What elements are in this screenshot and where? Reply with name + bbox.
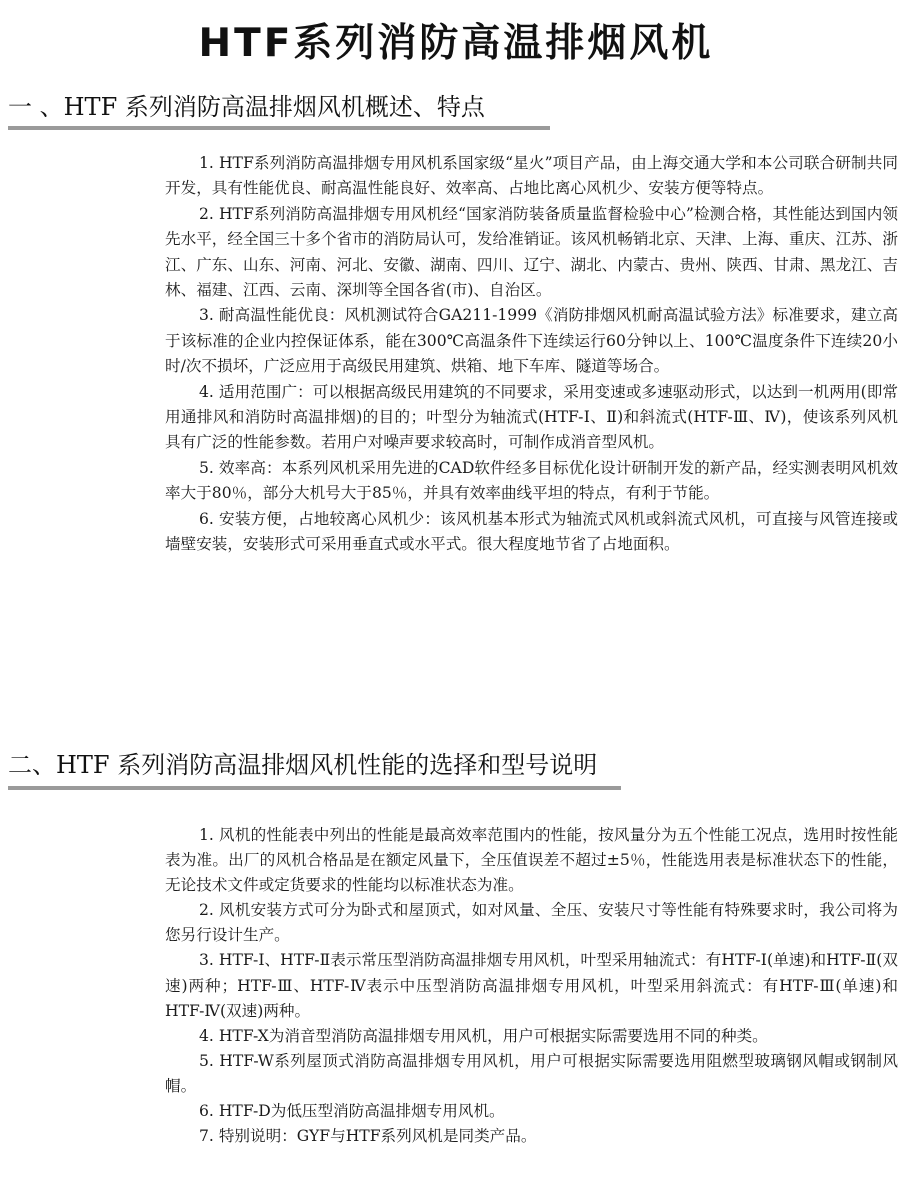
section-heading-overview: 一 、HTF 系列消防高温排烟风机概述、特点 — [8, 93, 485, 121]
paragraph: 5. HTF-W系列屋顶式消防高温排烟专用风机，用户可根据实际需要选用阻燃型玻璃钢风帽或钢制风帽。 — [165, 1051, 898, 1095]
section-heading-selection: 二、HTF 系列消防高温排烟风机性能的选择和型号说明 — [8, 751, 598, 779]
paragraph: 6. HTF-D为低压型消防高温排烟专用风机。 — [199, 1102, 505, 1121]
paragraph: 7. 特别说明：GYF与HTF系列风机是同类产品。 — [199, 1127, 537, 1146]
paragraph: 1. 风机的性能表中列出的性能是最高效率范围内的性能，按风量分为五个性能工况点，选用时按性能表为准。出厂的风机合格品是在额定风量下，全压值误差不超过±5％，性能选用表是标准状态下的性能，无论技术文件或定货要求的性能均以标准状态为准。 — [165, 826, 898, 895]
paragraph: 3. 耐高温性能优良：风机测试符合GA211-1999《消防排烟风机耐高温试验方法》标准要求，建立高于该标准的企业内控保证体系，能在300℃高温条件下连续运行60分钟以上、100℃温度条件下连续20小时/次不损坏，广泛应用于高级民用建筑、烘箱、地下车库、隧道等场合。 — [165, 306, 898, 376]
section-underline — [8, 786, 621, 790]
paragraph: 4. 适用范围广：可以根据高级民用建筑的不同要求，采用变速或多速驱动形式，以达到一机两用(即常用通排风和消防时高温排烟)的目的；叶型分为轴流式(HTF-Ⅰ、Ⅱ)和斜流式(HTF-Ⅲ、Ⅳ)，使该系列风机具有广泛的性能参数。若用户对噪声要求较高时，可制作成消音型风机。 — [165, 382, 898, 452]
paragraph: 2. 风机安装方式可分为卧式和屋顶式，如对风量、全压、安装尺寸等性能有特殊要求时，我公司将为您另行设计生产。 — [165, 901, 898, 945]
section-body-selection — [165, 823, 898, 1149]
document-title: HTF系列消防高温排烟风机 — [198, 21, 714, 66]
section-body-overview — [165, 151, 898, 558]
paragraph: 2. HTF系列消防高温排烟专用风机经“国家消防装备质量监督检验中心”检测合格，其性能达到国内领先水平，经全国三十多个省市的消防局认可，发给准销证。该风机畅销北京、天津、上海、重庆、江苏、浙江、广东、山东、河南、河北、安徽、湖南、四川、辽宁、湖北、内蒙古、贵州、陕西、甘肃、黑龙江、吉林、福建、江西、云南、深圳等全国各省(市)、自治区。 — [165, 204, 898, 300]
paragraph: 3. HTF-Ⅰ、HTF-Ⅱ表示常压型消防高温排烟专用风机，叶型采用轴流式：有HTF-Ⅰ(单速)和HTF-Ⅱ(双速)两种；HTF-Ⅲ、HTF-Ⅳ表示中压型消防高温排烟专用风机，叶型采用斜流式：有HTF-Ⅲ(单速)和HTF-Ⅳ(双速)两种。 — [165, 951, 898, 1020]
paragraph: 6. 安装方便，占地较离心风机少：该风机基本形式为轴流式风机或斜流式风机，可直接与风管连接或墙壁安装，安装形式可采用垂直式或水平式。很大程度地节省了占地面积。 — [165, 509, 898, 554]
paragraph: 1. HTF系列消防高温排烟专用风机系国家级“星火”项目产品，由上海交通大学和本公司联合研制共同开发，具有性能优良、耐高温性能良好、效率高、占地比离心风机少、安装方便等特点。 — [165, 154, 898, 198]
section-underline — [8, 126, 550, 130]
paragraph: 4. HTF-X为消音型消防高温排烟专用风机，用户可根据实际需要选用不同的种类。 — [199, 1026, 768, 1045]
paragraph: 5. 效率高：本系列风机采用先进的CAD软件经多目标优化设计研制开发的新产品，经实测表明风机效率大于80％，部分大机号大于85％，并具有效率曲线平坦的特点，有利于节能。 — [165, 458, 898, 503]
